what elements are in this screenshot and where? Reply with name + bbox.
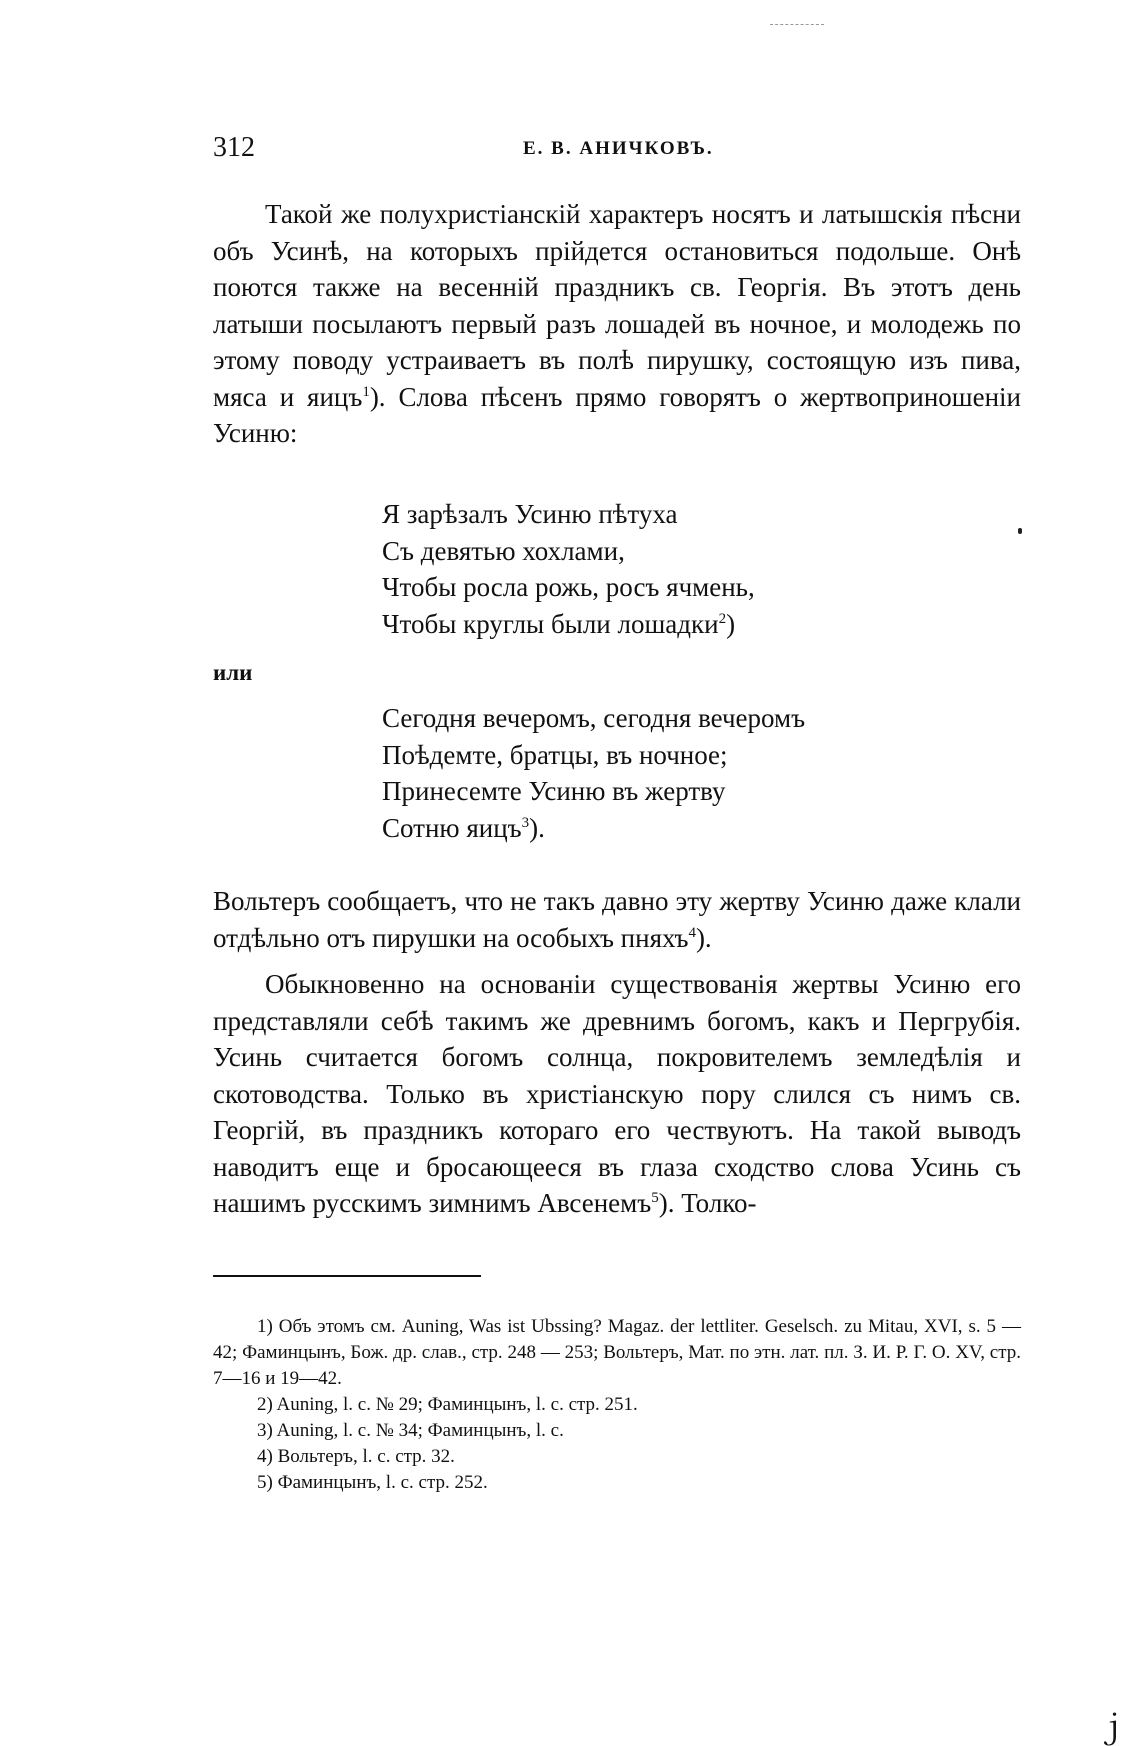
verse-line: Я зарѣзалъ Усиню пѣтуха bbox=[382, 499, 678, 529]
paragraph-3: Обыкновенно на основаніи существованія жертвы Усиню его представляли себѣ такимъ же древнимъ богомъ, какъ и Пергрубія. Усинь считается богомъ солнца, покровителемъ земледѣлія и скотоводства. Только въ христіанскую пору слился съ нимъ св. Георгій, въ праздникъ котораго его чествуютъ. На такой выводъ наводитъ еще и бросающееся въ глаза сходство слова Усинь съ нашимъ русскимъ зимнимъ Авсенемъ$^5$). Толко- bbox=[213, 969, 1021, 1218]
page-header bbox=[213, 132, 1031, 172]
paragraph-2: Вольтеръ сообщаетъ, что не такъ давно эту жертву Усиню даже клали отдѣльно отъ пирушки на особыхъ пняхъ$^4$). bbox=[213, 886, 1021, 953]
verse-block-1 bbox=[382, 496, 755, 642]
footnote-4: 4) Вольтеръ, l. c. стр. 32. bbox=[257, 1446, 455, 1467]
footnote-5: 5) Фаминцынъ, l. c. стр. 252. bbox=[257, 1472, 488, 1493]
footnote-separator bbox=[213, 1275, 481, 1277]
verse-line: Съ девятью хохлами, bbox=[382, 535, 625, 566]
running-head: Е. В. АНИЧКОВЪ. bbox=[523, 138, 714, 159]
verse-block-2 bbox=[382, 700, 805, 846]
paragraph-1-text: Такой же полухристіанскій характеръ носятъ и латышскія пѣсни объ Усинѣ, на которыхъ прійдется остановиться подольше. Онѣ поются также на весенній праздникъ св. Георгія. Въ этотъ день латыши посылаютъ первый разъ лошадей въ ночное, и молодежь по этому поводу устраиваетъ въ полѣ пирушку, состоящую изъ пива, мяса и яицъ bbox=[213, 199, 1021, 412]
footnote-2: 2) Auning, l. c. № 29; Фаминцынъ, l. c. стр. 251. bbox=[257, 1394, 638, 1415]
verse-line: Чтобы росла рожь, росъ ячмень, bbox=[382, 572, 755, 602]
footnote-ref-2: 2 bbox=[718, 610, 727, 627]
footnote-ref-5: 5 bbox=[651, 1190, 659, 1206]
footnote-ref-1: 1 bbox=[362, 383, 370, 400]
paragraph-1 bbox=[213, 196, 1021, 452]
verse-line: Принесемте Усиню въ жертву bbox=[382, 776, 726, 806]
footnote-ref-3: 3 bbox=[521, 814, 530, 831]
scan-artifact bbox=[770, 6, 824, 25]
ink-speck bbox=[1018, 528, 1022, 534]
verse-line: Поѣдемте, братцы, въ ночное; bbox=[382, 739, 728, 770]
footnotes bbox=[213, 1314, 1021, 1496]
verse-line-last: Сотню яицъ$^3$). bbox=[382, 812, 545, 843]
footnote-ref-4: 4 bbox=[688, 924, 696, 941]
scan-edge-mark: ｊ bbox=[1098, 1711, 1128, 1744]
footnote-3: 3) Auning, l. c. № 34; Фаминцынъ, l. c. bbox=[257, 1420, 564, 1441]
body-continued bbox=[213, 883, 1021, 1222]
connector-word: или bbox=[213, 660, 253, 685]
page-number: 312 bbox=[213, 132, 255, 163]
footnote-1: 1) Объ этомъ см. Auning, Was ist Ubssing? Magaz. der lettliter. Geselsch. zu Mitau, XVI, s. 5 — 42; Фаминцынъ, Бож. др. слав., стр. 248 — 253; Вольтеръ, Мат. по этн. лат. пл. З. И. Р. Г. О. XV, стр. 7—16 и 19—42. bbox=[213, 1316, 1021, 1389]
verse-line-last: Чтобы круглы были лошадки$^2$) bbox=[382, 608, 736, 639]
verse-line: Сегодня вечеромъ, сегодня вечеромъ bbox=[382, 703, 806, 733]
paragraph-1-tail: ). Слова пѣсенъ прямо говорятъ о жертвоприношеніи Усиню: bbox=[213, 381, 1021, 448]
